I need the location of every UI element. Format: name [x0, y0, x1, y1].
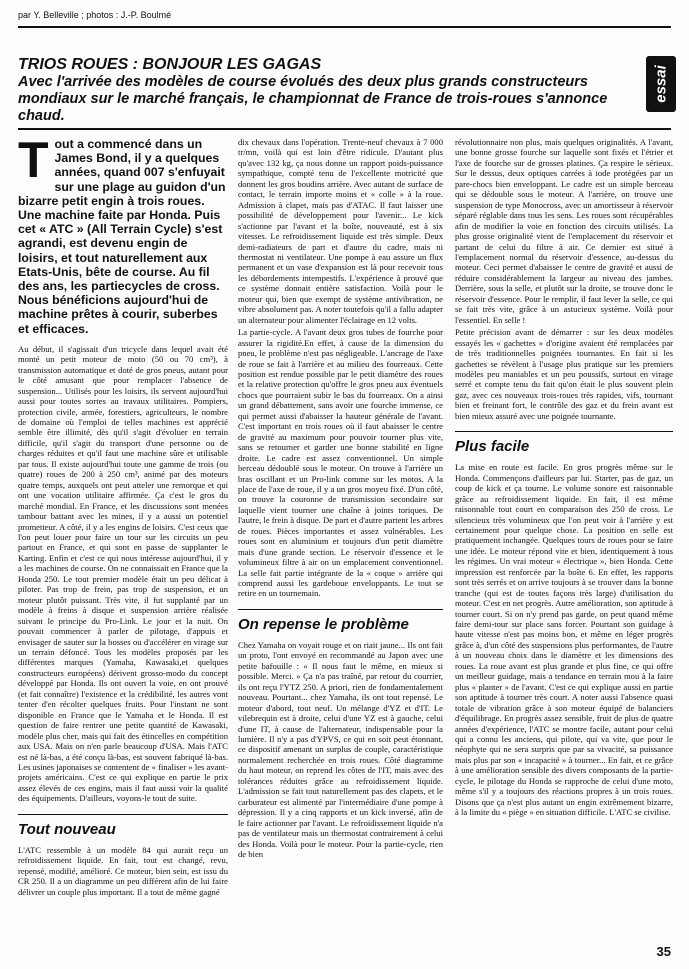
column-2: [238, 137, 443, 861]
column-3: [455, 137, 673, 820]
body-paragraph: La partie-cycle. A l'avant deux gros tubes de fourche pour assurer la rigidité.En effet, à cause de la dimension du pneu, le problème n'est pas négligeable. L'ancrage de l'axe de roue se fait à l'arrière et au milieu des fourreaux. Cette position est rendue possible par le petit diamètre des roues et la relative protection qu'offre le gros pneu aux éventuels chocs que pourraient subir le bas du fourreaux. On a ainsi un grand débattement, sans avoir une fourche immense, ce qui permet aussi d'abaisser la hauteur générale de l'avant. C'est important en trois roues où il faut abaisser le centre de gravité au maximum pour pouvoir tourner plus vite, sans se retourner et garder une bonne stabilité en ligne droite. Le cadre est assez conventionnel. Un simple berceau dédoublé sous le moteur. On trouve à l'arrière un bras oscillant et un Pro-link comme sur les motos. A la place de l'axe de roue, il y a un gros moyeu fixé. D'un côté, on trouve la couronne de transmission secondaire sur laquelle vient tourner une chaîne à joints toriques. De l'autre, le frein à disque. De part et d'autre partent les arbres de roues. Pièces importantes et assez vulnérables. Les roues sont en aluminium et toujours d'un petit diamètre mais d'une grande section. Le réservoir d'essence et le volumineux filtre à air on un emplacement conventionnel. La selle fait partie intégrante de la « coque » arrière qui comprend aussi les gardeboue enveloppants. Le tout se retire en un tournemain.: [238, 327, 443, 599]
header-rule: [18, 128, 671, 130]
section-heading-tout-nouveau: Tout nouveau: [18, 814, 228, 839]
column-1: [18, 132, 229, 899]
top-rule: [18, 26, 671, 28]
article-subtitle: Avec l'arrivée des modèles de course évolués des deux plus grands constructeurs mondiaux sur le marché français, le championnat de France de trois-roues s'annonce chaud.: [18, 74, 608, 124]
lead-paragraph: [18, 132, 228, 336]
body-paragraph: La mise en route est facile. En gros progrès même sur le Honda. Commençons d'ailleurs par lui. Starter, pas de gaz, un coup de kick et ça tourne. Le volume sonore est raisonnable grâce au refroidissement liquide. En fait, il est même raisonnable tout court en comparaison des 250 de cross. Le silencieux très volumineux que l'on peut voir à l'arrière y est certainement pour quelque chose. La position en selle est pratiquement inchangée. Quelques tours de roues pour se faire une idée. Le moteur répond vite et bien, identiquement à tous les régimes. Un vrai moteur « électrique », bien Honda. Cette impression est renforcée par la boîte 6. En effet, les rapports sont très serrés et on arrive toujours à se trouver dans la bonne tranche (qui est de toutes façons très large) d'utilisation du moteur. C'est en net progrès. Autre amélioration, son aptitude à tourner court. Si on n'y prend pas garde, on peut quand même faire demi-tour sur place sans forcer. Pourtant son guidage à haute vitesse n'est pas moins bon, et même en léger progrès grâce à, d'un côté des suspensions plus performantes, de l'autre à un nouveau choix dans le diamètre et les dimensions des roues. La roue avant est plus grande et plus fine, ce qui offre un meilleur guidage, mais a tendance en terrain mou à la faire plus « planter » de l'avant. C'est ce qui explique aussi en partie son aptitude à tourner très court. A noter aussi l'absence quasi totale de vibration grâce à son moteur équipé de balanciers d'équilibrage. En progrès assez sensible, fruit de plus de quatre années d'expérience, l'ATC se montre facile, autant pour celui qui a connu les anciens, qui pilote, qui va vite, que pour le néophyte qui ne sera surpris que par sa vivacité, sa puissance mais plus par son « incapacité » à tourner... En fait, et ce grâce à une amélioration sensible des divers composants de la partie-cycle, le pilotage du Honda se rapproche de celui d'une moto, même s'il y a toujours des réactions propres à un trois roues. Disons que ça n'est plus autant un engin extrêmement bizarre, à la limite du « piège » en situation difficile. L'ATC se civilise.: [455, 462, 673, 818]
page-number: 35: [656, 944, 671, 959]
body-paragraph: révolutionnaire non plus, mais quelques originalités. A l'avant, une bonne grosse fourche sur laquelle sont fixés et l'étrier et l'axe de fourche sur de grosses platines. Ça respire le sérieux. Sur le dessus, deux optiques carrées à iode protégées par un pare-chocs bien enveloppant. Le cadre est un simple berceau qui se dédouble sous le moteur. A l'arrière, on trouve une suspension de type Monocross, avec un amortisseur à réservoir séparé réglable dans tous les sens. Les roues sont récupérables afin de modifier la voie en fonction des circuits utilisés. La plus grosse originalité vient de l'emplacement du réservoir et partant de celui du filtre à air. Ce dernier est situé à l'emplacement normal du réservoir d'essence, au-dessus du moteur. Ceci permet d'abaisser le centre de gravité et aussi de réduire considérablement la largeur au niveau des jambes. Derrière, sous la selle, et plutôt sur la droite, se trouve donc le réservoir d'essence. Pour le remplir, il faut lever la selle, ce qui se fait très vite, grâce à un astucieux système. Voilà pour l'essentiel. En selle !: [455, 137, 673, 325]
body-paragraph: Petite précision avant de démarrer : sur les deux modèles essayés les « gachettes » d'origine avaient été remplacées par de très traditionnelles poignées tournantes. En fait si les gachettes se révèlent à l'usage plus pratique sur les premiers modèles peu maniables et un peu poussifs, surtout en virage serré et compte tenu du fait qu'on était le plus souvent plein gaz, avec ces nouveaux trois-roues très rapides, vifs, tournant bien et freinant fort, le contrôle des gaz et du frein avant est bien mieux assuré avec une poignée tournante.: [455, 327, 673, 421]
article-title: TRIOS ROUES : BONJOUR LES GAGAS: [18, 56, 322, 73]
lead-text: out a commencé dans un James Bond, il y a quelques années, quand 007 s'enfuyait sur une plage au guidon d'un bizarre petit engin à trois roues. Une machine faite par Honda. Puis cet « ATC » (All Terrain Cycle) s'est agrandi, est devenu engin de loisirs, et tout naturellement aux Etats-Unis, bête de course. Au fil des ans, les partiecycles de cross. Nous bénéficions aujourd'hui de machine prêtes à courir, suberbes et efficaces.: [18, 137, 226, 336]
section-heading-repense: On repense le problème: [238, 609, 443, 634]
section-heading-plus-facile: Plus facile: [455, 431, 673, 456]
body-paragraph: dix chevaux dans l'opération. Trente-neuf chevaux à 7 000 tr/mn, voilà qui est loin d'être ridicule. D'autant plus qu'avec 132 kg, ça nous donne un rapport poids-puissance sympathique, compté tenu de l'excellente motricité que donnent les gros boudins arrière. Avec autant de surface de contact, le terrain importe moins et « colle » à la roue. Admission à clapet, mais pas d'ATAC. Il faut laisser une possibilité de développement pour l'avenir... Le kick s'actionne par l'avant et la boîte, nouveauté, est à six vitesses. Le refroidissement liquide est très simple. Deux demi-radiateurs de part et d'autre du cadre, mais ni thermostat ni ventilateur. Une pompe à eau assure un flux permanent et un vase d'expansion est là pour recevoir tous les débordements intempestifs. L'expérience à prouvé que ce système donnait entière satisfaction. Voilà pour le moteur qui, bien que exempt de système antivibration, ne vibre absolument pas. A noter toutefois qu'il a fallu adapter un alternateur pour alimenter l'éclairage en 12 volts.: [238, 137, 443, 325]
essai-badge: [646, 56, 676, 112]
body-paragraph: Au début, il s'agissait d'un tricycle dans lequel avait été monté un petit moteur de moto (50 ou 70 cm³), à transmission automatique et doté de gros pneus, autant pour le côté amusant que pour remplacer l'absence de suspension... Utilisés pour les loisirs, ils servent aujourd'hui aussi pour toutes sortes au travaux utilitaires. Pompiers, protection civile, armée, forestiers, agriculteurs, le nombre de domaine où l'emploi de telles machines est apprécié semble être illimité, dès qu'il s'agit d'évoluer en terrain difficile, qu'il s'agit du transport d'une personne ou de charges réduites et qu'il faut une machine sûre et utilisable par tous. Il existe aujourd'hui toute une gamme de trois (ou quatre) roues de 200 à 250 cm³, animé par des moteurs quatre temps, auxquels ont peut atteler une remorque et qui ont une vocation utilitaire affirmée. Ça c'est le gros du marché mondial. En France, et les discussions sont menées tambour battant avec les mines, il y a aussi un potentiel prometteur. A côté, il y a les engins de loisirs. C'est ceux que l'on peut louer pour faire un tour sur les circuits un peu partout en France, et qui sont en passe de supplanter le Karting. Enfin et c'est ce qui nous intéresse aujourd'hui, il y a les machines de course. On ne connaissait en France que la Honda 250. Le tout premier modèle était un peu délicat à piloter. Pas trop de frein, pas trop de suspension, et un moteur plutôt puissant. Très vite, il fut supplanté par un modèle à freins à disque et suspension arrière réalisée suivant le principe du Pro-Link. Le jour et la nuit. On pouvait commencer à parler de pilotage, d'appuis et envisager de sauter sur la bosses ou d'accélérer en virage sur un terrain défoncé. Tous les modèles proposés par les différentes marques (Yamaha, Kawasaki,et quelques constructeurs européens) dérivent grosso-modo du concept développé par Honda. Ils ont ouvert la voie, en ont prouvé (et fait connaître) l'existence et la crédibilité, les autres vont tenter d'en récolter quelques fruits. Pour l'instant ne sont disponible en France que le Yamaha et le Honda. Il est question de faire rentrer une petite quantité de Kawasaki, modèle plus cher, mais qui fait des étincelles en compétition aux USA. Mais on n'en parle beaucoup d'USA. Mais l'ATC est né là-bas, a été conçu là-bas, est souvent fabriqué là-bas. Les usines japonaises se contentent de « finaliser » les avant-projets américains. C'est ce qui explique en partie le prix assez élevés de ces engins, mais il faut aussi voir la qualité des équipements. D'ailleurs, voyons-le tout de suite.: [18, 343, 229, 804]
body-paragraph: Chez Yamaha on voyait rouge et on riait jaune... Ils ont fait un proto, l'ont envoyé en recommandé au Japon avec une petite bafouille : « Il nous faut le même, en mieux si possible. Merci. » Ça n'a pas traîné, par retour du courrier, ils ont reçu l'YTZ 250. A priori, rien de fondamentalement nouveau. Pourtant... chez Yamaha, ils ont tout repensé. Le moteur d'abord, tout neuf. Un mélange d'YZ et d'IT. Le vilebrequin est à droite, celui d'une YZ est à gauche, celui d'une IT, à cause de l'alternateur, indispensable pour la lumière. Il n'y a pas d'YPVS, ce qui en soit peut étonnant, ce dispositif amenant un surplus de couple, caractéristique normalement recherchée en trois roues. Côté diagramme du haut moteur, on reprend les côtes de l'IT, mais avec des tolérances réduites grâce au refroidissement liquide. L'admission se fait tout naturellement pas des clapets, et le carburateur est alimenté par l'intermédiaire d'une pompe à dépression. Il y a cinq rapports et un kick inversé, afin de le faire actionner par l'avant. Le refroidissement liquide n'a pas de ventilateur mais un thermostat contrairement à celui des Honda. Voilà pour le moteur. Pour la partie-cycle, rien de bien: [238, 639, 443, 859]
body-paragraph: L'ATC ressemble à un modèle 84 qui aurait reçu un refroidissement liquide. En fait, tout est changé, revu, repensé, modifié, amélioré. Ce moteur, bien sein, est issu du CR 250. Il a un diagramme un peu différent afin de lui faire délivrer un couple plus important. Il a tout de même gagné: [18, 844, 228, 897]
drop-cap: T: [18, 132, 49, 188]
byline: par Y. Belleville ; photos : J.-P. Boulmé: [18, 10, 172, 20]
badge-label: essai: [652, 65, 670, 103]
